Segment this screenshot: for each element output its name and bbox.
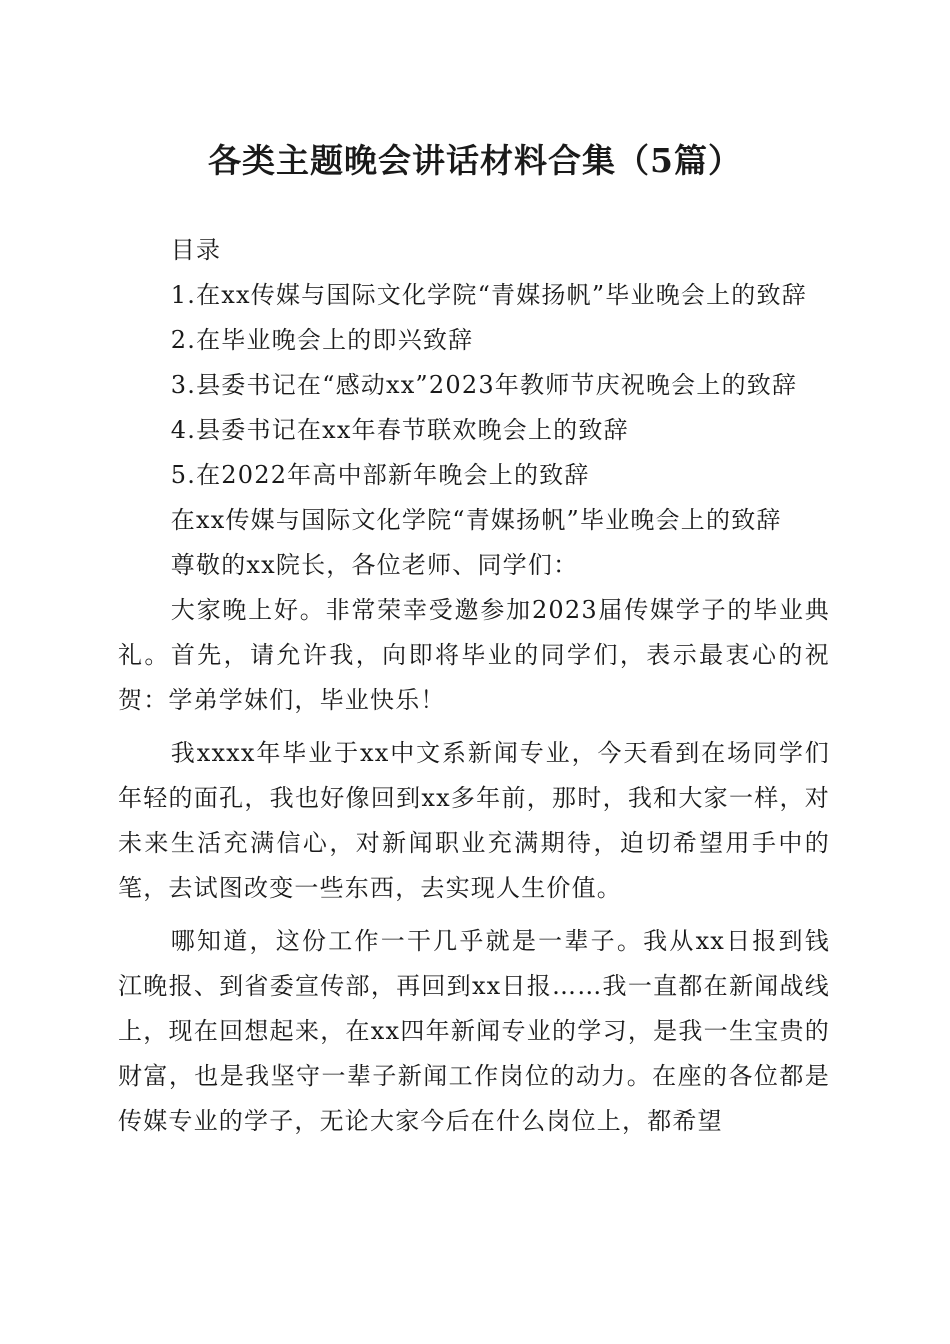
toc-item-1: 1.在xx传媒与国际文化学院“青媒扬帆”毕业晚会上的致辞 [170,281,807,309]
body-paragraph: 大家晚上好。非常荣幸受邀参加2023届传媒学子的毕业典礼。首先，请允许我，向即将毕业的同学们，表示最衷心的祝贺：学弟学妹们，毕业快乐！ [118,596,830,714]
body-paragraph: 哪知道，这份工作一干几乎就是一辈子。我从xx日报到钱江晚报、到省委宣传部，再回到xx日报……我一直都在新闻战线上，现在回想起来，在xx四年新闻专业的学习，是我一生宝贵的财富，也是我坚守一辈子新闻工作岗位的动力。在座的各位都是传媒专业的学子，无论大家今后在什么岗位上，都希望 [118,927,830,1135]
document-body [118,228,830,1144]
document-title: 各类主题晚会讲话材料合集（5篇） [208,141,742,180]
toc-item-4: 4.县委书记在xx年春节联欢晚会上的致辞 [170,416,629,444]
speech-title: 在xx传媒与国际文化学院“青媒扬帆”毕业晚会上的致辞 [170,506,782,534]
toc-item-5: 5.在2022年高中部新年晚会上的致辞 [170,461,590,489]
salutation: 尊敬的xx院长，各位老师、同学们： [170,551,579,579]
toc-item-2: 2.在毕业晚会上的即兴致辞 [170,326,474,354]
toc-item-3: 3.县委书记在“感动xx”2023年教师节庆祝晚会上的致辞 [170,371,798,399]
body-paragraph: 我xxxx年毕业于xx中文系新闻专业，今天看到在场同学们年轻的面孔，我也好像回到xx多年前，那时，我和大家一样，对未来生活充满信心，对新闻职业充满期待，迫切希望用手中的笔，去试图改变一些东西，去实现人生价值。 [118,739,830,902]
toc-heading: 目录 [170,236,222,264]
